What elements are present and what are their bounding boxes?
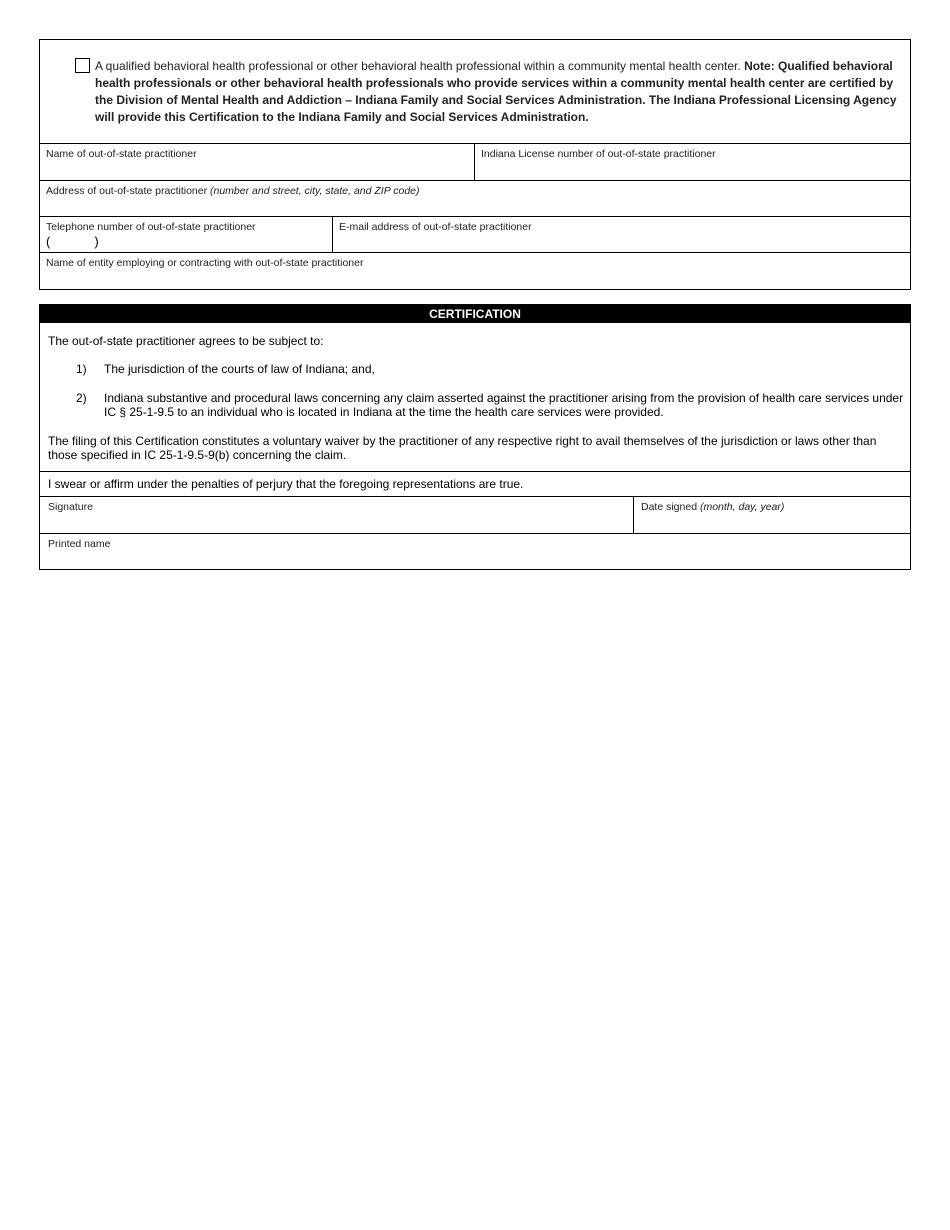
certification-header: CERTIFICATION bbox=[40, 305, 910, 323]
address-hint: (number and street, city, state, and ZIP code) bbox=[210, 185, 420, 197]
telephone-field[interactable] bbox=[40, 217, 333, 252]
item-1-number: 1) bbox=[76, 362, 87, 376]
telephone-label: Telephone number of out-of-state practitioner bbox=[46, 221, 256, 233]
entity-row bbox=[40, 253, 910, 289]
qualification-note: Note: Qualified behavioral health professionals or other behavioral health professionals who provide services within a community mental health center are certified by the Division of Mental Health and Addiction – Indiana Family and Social Services Administration. The Indiana Professional Licensing Agency will provide this Certification to the Indiana Family and Social Services Administration. bbox=[95, 59, 897, 124]
certification-body bbox=[40, 323, 910, 472]
qualification-statement: A qualified behavioral health professional or other behavioral health professional within a community mental health center. bbox=[95, 59, 745, 73]
practitioner-name-label: Name of out-of-state practitioner bbox=[46, 148, 197, 160]
license-number-label: Indiana License number of out-of-state practitioner bbox=[481, 148, 716, 160]
qualification-text bbox=[95, 58, 900, 126]
signature-row bbox=[40, 497, 910, 534]
phone-email-row bbox=[40, 217, 910, 253]
swear-row bbox=[40, 472, 910, 497]
date-signed-label: Date signed (month, day, year) bbox=[641, 501, 785, 513]
practitioner-info-section bbox=[39, 39, 911, 290]
printed-name-row bbox=[40, 534, 910, 569]
item-2-text: Indiana substantive and procedural laws concerning any claim asserted against the practitioner arising from the provision of health care services under IC § 25-1-9.5 to an individual who is located in Indiana at the time the health care services were provided. bbox=[104, 391, 904, 419]
date-hint: (month, day, year) bbox=[699, 501, 785, 513]
area-code-parentheses: ( ) bbox=[46, 234, 99, 249]
item-1-text: The jurisdiction of the courts of law of Indiana; and, bbox=[104, 362, 375, 376]
email-label: E-mail address of out-of-state practitioner bbox=[339, 221, 532, 233]
practitioner-name-field[interactable] bbox=[40, 144, 475, 180]
address-row bbox=[40, 181, 910, 217]
signature-label: Signature bbox=[48, 501, 93, 513]
qualification-checkbox[interactable] bbox=[75, 58, 90, 73]
email-field[interactable] bbox=[333, 217, 910, 252]
printed-name-field[interactable] bbox=[40, 534, 910, 569]
printed-name-label: Printed name bbox=[48, 538, 111, 550]
signature-field[interactable] bbox=[40, 497, 634, 533]
qualification-row bbox=[40, 40, 910, 144]
name-license-row bbox=[40, 144, 910, 181]
date-signed-field[interactable] bbox=[634, 497, 910, 533]
certification-intro: The out-of-state practitioner agrees to be subject to: bbox=[48, 334, 324, 348]
address-field[interactable] bbox=[40, 181, 910, 216]
item-2-number: 2) bbox=[76, 391, 87, 405]
address-label: Address of out-of-state practitioner (number and street, city, state, and ZIP code) bbox=[46, 185, 420, 197]
employing-entity-field[interactable] bbox=[40, 253, 910, 289]
waiver-statement: The filing of this Certification constitutes a voluntary waiver by the practitioner of any respective right to avail themselves of the jurisdiction or laws other than those specified in IC 25-1-9.5-9(b) concerning the claim. bbox=[48, 434, 877, 462]
license-number-field[interactable] bbox=[475, 144, 910, 180]
certification-section bbox=[39, 304, 911, 570]
employing-entity-label: Name of entity employing or contracting with out-of-state practitioner bbox=[46, 257, 364, 269]
swear-statement: I swear or affirm under the penalties of perjury that the foregoing representations are true. bbox=[48, 477, 524, 491]
